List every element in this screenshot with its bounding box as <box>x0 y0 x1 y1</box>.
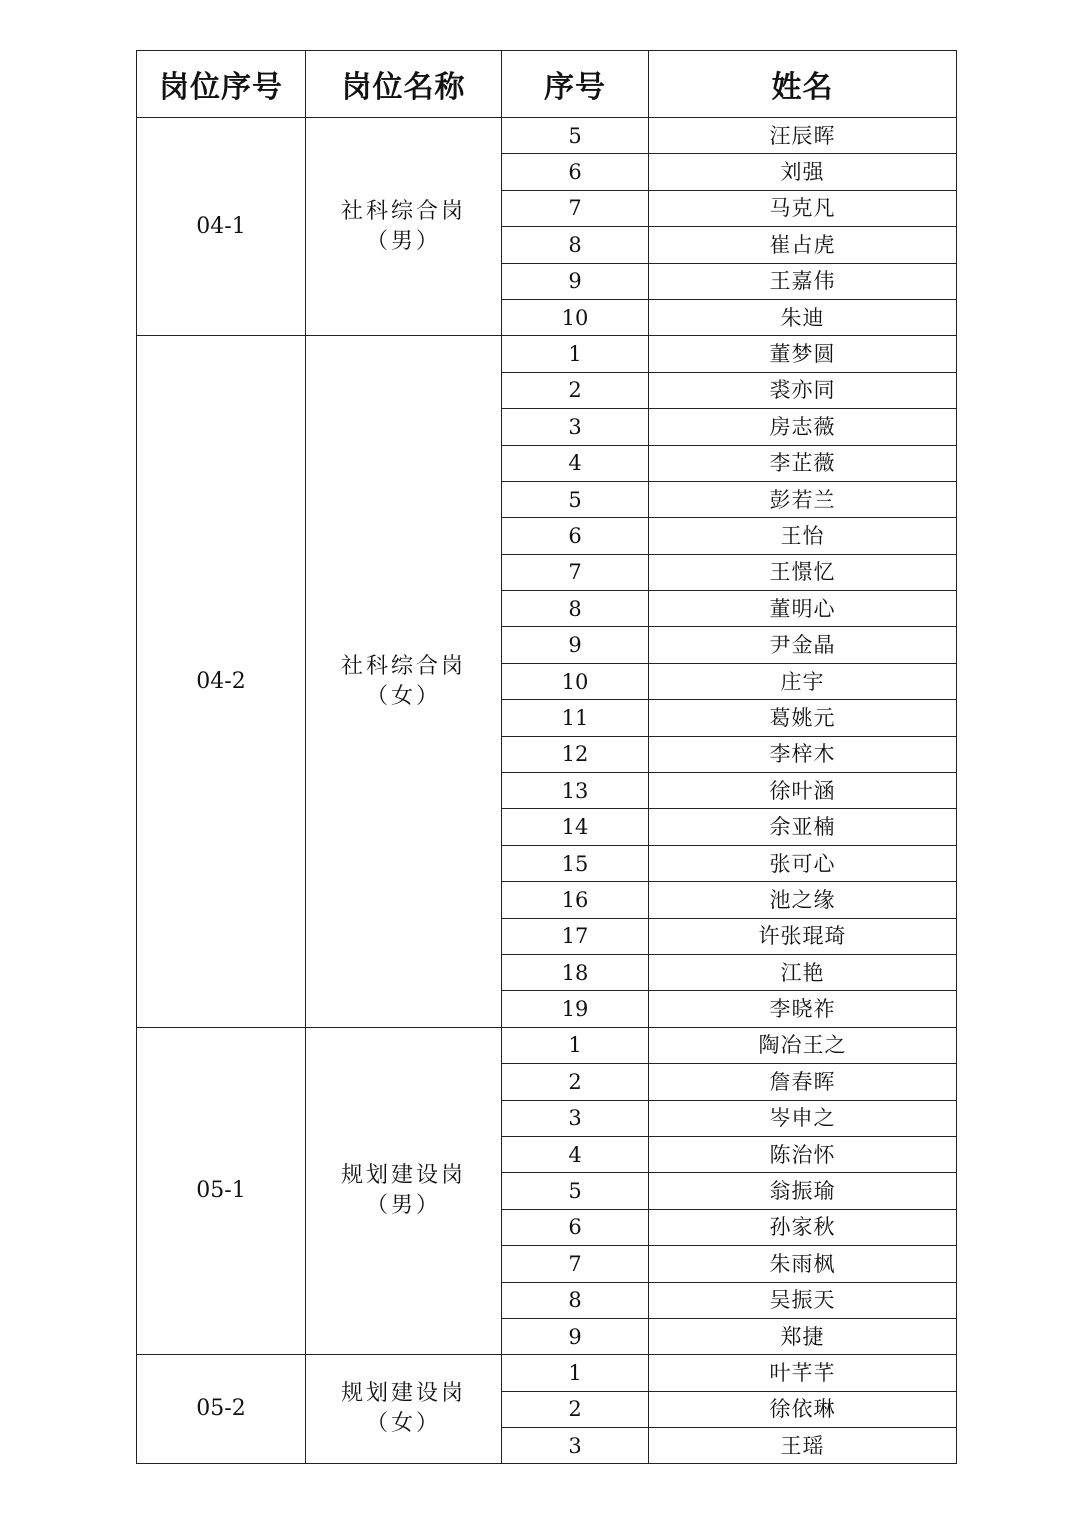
person-name-cell: 王怡 <box>649 518 957 554</box>
person-name-cell: 朱雨枫 <box>649 1246 957 1282</box>
serial-number-cell: 7 <box>502 190 649 226</box>
person-name-cell: 王嘉伟 <box>649 263 957 299</box>
serial-number-cell: 18 <box>502 954 649 990</box>
serial-number-cell: 6 <box>502 154 649 190</box>
position-name-cell <box>306 118 502 336</box>
serial-number-cell: 1 <box>502 1355 649 1391</box>
serial-number-cell: 8 <box>502 1282 649 1318</box>
header-serial-number: 序号 <box>502 51 649 118</box>
serial-number-cell: 10 <box>502 663 649 699</box>
serial-number-cell: 5 <box>502 1173 649 1209</box>
person-name-cell: 徐依琳 <box>649 1391 957 1427</box>
serial-number-cell: 4 <box>502 1136 649 1172</box>
person-name-cell: 翁振瑜 <box>649 1173 957 1209</box>
person-name-cell: 池之缘 <box>649 882 957 918</box>
serial-number-cell: 5 <box>502 481 649 517</box>
serial-number-cell: 16 <box>502 882 649 918</box>
serial-number-cell: 19 <box>502 991 649 1027</box>
position-name-cell <box>306 1027 502 1355</box>
table-row <box>137 336 957 372</box>
header-person-name: 姓名 <box>649 51 957 118</box>
table-row <box>137 118 957 154</box>
results-table <box>136 50 957 1464</box>
position-title: 社科综合岗 <box>340 653 466 679</box>
person-name-cell: 李梓木 <box>649 736 957 772</box>
position-code-cell: 05-2 <box>137 1355 306 1464</box>
serial-number-cell: 1 <box>502 336 649 372</box>
position-code-cell: 04-1 <box>137 118 306 336</box>
serial-number-cell: 9 <box>502 263 649 299</box>
person-name-cell: 王瑶 <box>649 1428 957 1464</box>
serial-number-cell: 17 <box>502 918 649 954</box>
table-row <box>137 1355 957 1391</box>
person-name-cell: 陈治怀 <box>649 1136 957 1172</box>
person-name-cell: 孙家秋 <box>649 1209 957 1245</box>
position-title: 规划建设岗 <box>340 1163 466 1189</box>
table-header <box>137 51 957 118</box>
person-name-cell: 葛姚元 <box>649 700 957 736</box>
serial-number-cell: 11 <box>502 700 649 736</box>
person-name-cell: 裘亦同 <box>649 372 957 408</box>
position-code-cell: 04-2 <box>137 336 306 1027</box>
table-body <box>137 118 957 1464</box>
person-name-cell: 余亚楠 <box>649 809 957 845</box>
serial-number-cell: 4 <box>502 445 649 481</box>
serial-number-cell: 3 <box>502 1428 649 1464</box>
serial-number-cell: 6 <box>502 1209 649 1245</box>
header-position-code: 岗位序号 <box>137 51 306 118</box>
person-name-cell: 徐叶涵 <box>649 773 957 809</box>
serial-number-cell: 10 <box>502 299 649 335</box>
position-gender: （女） <box>365 1411 441 1437</box>
person-name-cell: 刘强 <box>649 154 957 190</box>
person-name-cell: 崔占虎 <box>649 227 957 263</box>
person-name-cell: 张可心 <box>649 845 957 881</box>
serial-number-cell: 8 <box>502 591 649 627</box>
serial-number-cell: 2 <box>502 1064 649 1100</box>
person-name-cell: 李晓祚 <box>649 991 957 1027</box>
position-name-cell <box>306 1355 502 1464</box>
serial-number-cell: 15 <box>502 845 649 881</box>
header-position-name: 岗位名称 <box>306 51 502 118</box>
serial-number-cell: 14 <box>502 809 649 845</box>
position-title: 规划建设岗 <box>340 1381 466 1407</box>
position-name-cell <box>306 336 502 1027</box>
header-row <box>137 51 957 118</box>
position-gender: （男） <box>365 228 441 254</box>
person-name-cell: 李芷薇 <box>649 445 957 481</box>
serial-number-cell: 2 <box>502 372 649 408</box>
serial-number-cell: 12 <box>502 736 649 772</box>
person-name-cell: 吴振天 <box>649 1282 957 1318</box>
person-name-cell: 董明心 <box>649 591 957 627</box>
serial-number-cell: 5 <box>502 118 649 154</box>
person-name-cell: 董梦圆 <box>649 336 957 372</box>
serial-number-cell: 3 <box>502 409 649 445</box>
person-name-cell: 庄宇 <box>649 663 957 699</box>
serial-number-cell: 3 <box>502 1100 649 1136</box>
serial-number-cell: 9 <box>502 1318 649 1354</box>
person-name-cell: 陶冶王之 <box>649 1027 957 1063</box>
serial-number-cell: 9 <box>502 627 649 663</box>
serial-number-cell: 7 <box>502 554 649 590</box>
person-name-cell: 尹金晶 <box>649 627 957 663</box>
person-name-cell: 岑申之 <box>649 1100 957 1136</box>
position-title: 社科综合岗 <box>340 198 466 224</box>
serial-number-cell: 2 <box>502 1391 649 1427</box>
position-gender: （男） <box>365 1193 441 1219</box>
position-gender: （女） <box>365 683 441 709</box>
serial-number-cell: 1 <box>502 1027 649 1063</box>
person-name-cell: 许张琨琦 <box>649 918 957 954</box>
serial-number-cell: 6 <box>502 518 649 554</box>
person-name-cell: 马克凡 <box>649 190 957 226</box>
person-name-cell: 郑捷 <box>649 1318 957 1354</box>
serial-number-cell: 13 <box>502 773 649 809</box>
person-name-cell: 房志薇 <box>649 409 957 445</box>
person-name-cell: 汪辰晖 <box>649 118 957 154</box>
person-name-cell: 詹春晖 <box>649 1064 957 1100</box>
person-name-cell: 朱迪 <box>649 299 957 335</box>
person-name-cell: 江艳 <box>649 954 957 990</box>
serial-number-cell: 7 <box>502 1246 649 1282</box>
person-name-cell: 王憬忆 <box>649 554 957 590</box>
person-name-cell: 叶芊芊 <box>649 1355 957 1391</box>
person-name-cell: 彭若兰 <box>649 481 957 517</box>
serial-number-cell: 8 <box>502 227 649 263</box>
table-row <box>137 1027 957 1063</box>
position-code-cell: 05-1 <box>137 1027 306 1355</box>
